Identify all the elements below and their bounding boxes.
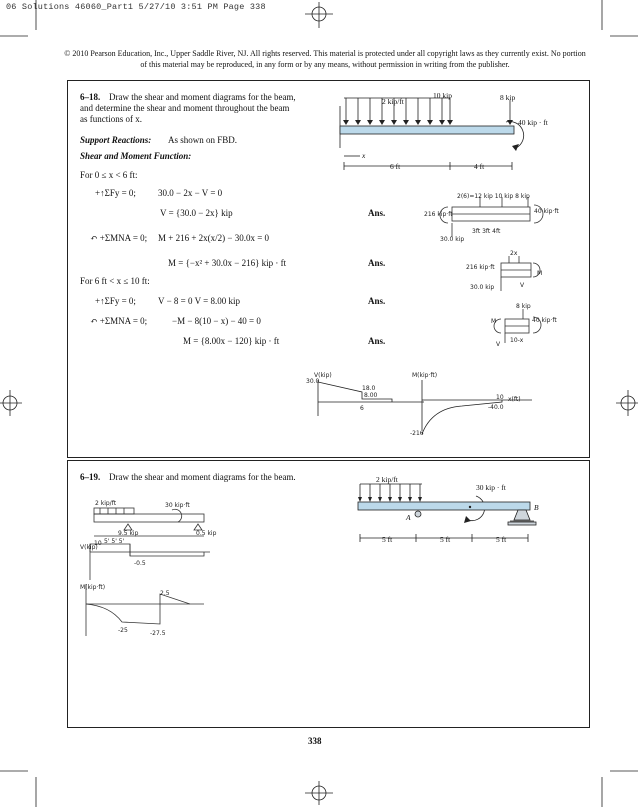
value-label: 2.5 <box>160 590 170 597</box>
equation: M = {8.00x − 120} kip · ft <box>183 336 280 346</box>
support-label-b: B <box>534 503 539 512</box>
answer-label: Ans. <box>368 296 386 306</box>
sketch-label: 30 kip·ft <box>165 502 190 509</box>
page-number: 338 <box>308 736 322 746</box>
sketch-label: 2 kip/ft <box>95 500 117 507</box>
equation: M = {−x² + 30.0x − 216} kip · ft <box>168 258 287 268</box>
sketch-label: M <box>537 270 543 277</box>
sketch-label: 2(6)=12 kip 10 kip 8 kip <box>457 193 530 200</box>
range-2: For 6 ft < x ≤ 10 ft: <box>80 276 150 286</box>
statement-line: as functions of x. <box>80 114 142 124</box>
equation: V − 8 = 0 V = 8.00 kip <box>158 296 240 306</box>
sketch-label: 10-x <box>510 337 524 344</box>
statement-line: Draw the shear and moment diagrams for the beam. <box>109 472 296 482</box>
problem-number: 6–19. <box>80 472 101 482</box>
equation: 30.0 − 2x − V = 0 <box>158 188 223 198</box>
value-label: -25 <box>118 627 128 634</box>
sketch-label: V <box>520 282 525 289</box>
print-slug: 06 Solutions 46060_Part1 5/27/10 3:51 PM Page 338 <box>6 2 266 12</box>
load-label: 2 kip/ft <box>376 475 398 484</box>
force-label: 8 kip <box>500 93 516 102</box>
value-label: -0.5 <box>134 560 146 567</box>
equation: M + 216 + 2x(x/2) − 30.0x = 0 <box>158 233 270 243</box>
sketch-label: 40 kip·ft <box>534 208 559 215</box>
dimension-label: 5 ft <box>382 535 393 544</box>
shear-moment-diagram-6-18 <box>312 380 552 455</box>
value-label: 18.0 <box>362 385 376 392</box>
beam-figure-6-19 <box>358 478 548 558</box>
sketch-label: V <box>496 341 501 348</box>
axis-label: V(kip) <box>314 372 332 379</box>
dimension-label: 4 ft <box>474 162 485 171</box>
copyright-notice: © 2010 Pearson Education, Inc., Upper Saddle River, NJ. All rights reserved. This material is protected under all copyright laws as they currently exist. No portion of this material may be reproduced, in any form or by any means, without permission in writing from the publisher. <box>64 49 586 69</box>
sketch-label: 0.5 kip <box>196 530 217 537</box>
sketch-label: 3ft 3ft 4ft <box>472 228 501 235</box>
statement-line: Draw the shear and moment diagrams for the beam, <box>109 92 296 102</box>
sketch-label: 2x <box>510 250 518 257</box>
problem-number: 6–18. <box>80 92 101 102</box>
support-heading: Support Reactions: <box>80 135 152 145</box>
moment-label: 40 kip · ft <box>518 118 548 127</box>
load-label: 2 kip/ft <box>382 97 404 106</box>
support-label-a: A <box>406 513 411 522</box>
axis-label: M(kip·ft) <box>412 372 438 379</box>
sketch-label: 9.5 kip <box>118 530 139 537</box>
sketch-label: 5' 5' 5' <box>104 538 125 545</box>
shear-heading: Shear and Moment Function: <box>80 151 192 161</box>
x-label: x <box>362 151 366 160</box>
equation: −M − 8(10 − x) − 40 = 0 <box>172 316 261 326</box>
answer-label: Ans. <box>368 208 386 218</box>
sketch-label: 8 kip <box>516 303 531 310</box>
value-label: -216 <box>410 430 424 437</box>
answer-label: Ans. <box>368 336 386 346</box>
axis-label: M(kip·ft) <box>80 584 106 591</box>
moment-label: 30 kip · ft <box>476 483 506 492</box>
statement-line: and determine the shear and moment throughout the beam <box>80 103 290 113</box>
range-1: For 0 ≤ x < 6 ft: <box>80 170 138 180</box>
answer-label: Ans. <box>368 258 386 268</box>
support-text: As shown on FBD. <box>168 135 238 145</box>
dimension-label: 5 ft <box>440 535 451 544</box>
equation-label: ↶ +ΣMNA = 0; <box>90 233 148 243</box>
equation-label: ↶ +ΣMNA = 0; <box>90 316 148 326</box>
force-label: 10 kip <box>433 91 452 100</box>
value-label: -40.0 <box>488 404 504 411</box>
tick-label: 10 <box>496 394 504 401</box>
value-label: 10 <box>94 540 102 547</box>
equation-label: +↑ΣFy = 0; <box>95 296 136 306</box>
value-label: 30.0 <box>306 378 320 385</box>
moment-diagram-sketch-6-19 <box>80 582 210 642</box>
axis-label: x(ft) <box>508 396 521 403</box>
sketch-label: 30.0 kip <box>440 236 465 243</box>
sketch-label: 30.0 kip <box>470 284 495 291</box>
sketch-label: 216 kip·ft <box>466 264 495 271</box>
value-label: 8.00 <box>364 392 378 399</box>
value-label: -27.5 <box>150 630 166 637</box>
equation: V = {30.0 − 2x} kip <box>160 208 233 218</box>
sketch-label: 40 kip·ft <box>532 317 557 324</box>
sketch-label: M <box>491 318 497 325</box>
equation-label: +↑ΣFy = 0; <box>95 188 136 198</box>
dimension-label: 5 ft <box>496 535 507 544</box>
dimension-label: 6 ft <box>390 162 401 171</box>
tick-label: 6 <box>360 405 364 412</box>
axis-label: V(kip) <box>80 544 98 551</box>
sketch-label: 216 kip·ft <box>424 211 453 218</box>
